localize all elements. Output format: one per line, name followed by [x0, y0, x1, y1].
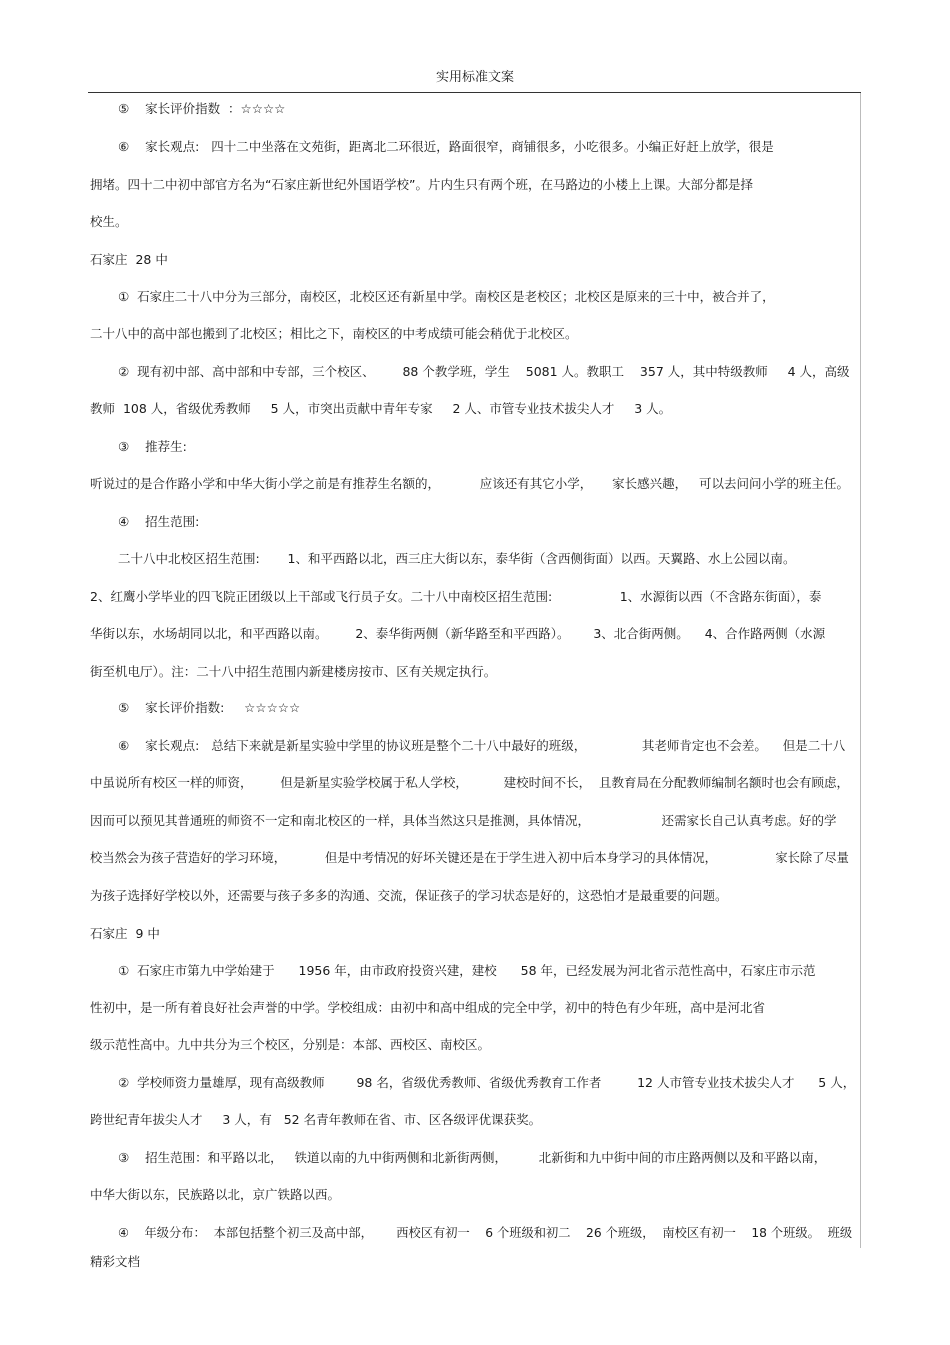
section-heading: 石家庄 9 中	[90, 926, 160, 941]
page-header: 实用标准文案	[435, 70, 514, 85]
text-line: ⑤ 家长评价指数 ：☆☆☆☆	[118, 101, 286, 116]
text-line: ① 石家庄二十八中分为三部分，南校区，北校区还有新星中学。南校区是老校区；北校区是原来的三十中，被合并了，	[118, 289, 775, 304]
text-line: 二十八中的高中部也搬到了北校区；相比之下，南校区的中考成绩可能会稍优于北校区。	[90, 326, 578, 341]
text-line: ⑥ 家长观点: 四十二中坐落在文苑街，距离北二环很近，路面很窄，商铺很多，小吃很多。小编正好赶上放学，很是	[118, 139, 774, 154]
text-line: 级示范性高中。九中共分为三个校区，分别是：本部、西校区、南校区。	[90, 1037, 491, 1052]
page-footer: 精彩文档	[90, 1254, 141, 1269]
text-line: ④ 招生范围:	[118, 514, 200, 529]
text-line: 拥堵。四十二中初中部官方名为“石家庄新世纪外国语学校”。片内生只有两个班，在马路边的小楼上上课。大部分都是择	[90, 177, 753, 192]
text-line: ② 学校师资力量雄厚，现有高级教师 98 名，省级优秀教师、省级优秀教育工作者 12 人市管专业技术拔尖人才 5 人，	[118, 1075, 856, 1090]
text-line: ⑤ 家长评价指数: ☆☆☆☆☆	[118, 700, 301, 715]
right-margin-line	[860, 93, 861, 1248]
text-line: ② 现有初中部、高中部和中专部，三个校区、 88 个教学班，学生 5081 人。教职工 357 人，其中特级教师 4 人，高级	[118, 364, 850, 379]
text-line: ③ 推荐生:	[118, 439, 187, 454]
text-line: 中华大街以东，民族路以北，京广铁路以西。	[90, 1187, 341, 1202]
text-line: 校生。	[90, 214, 128, 229]
text-line: ④ 年级分布： 本部包括整个初三及高中部， 西校区有初一 6 个班级和初二 26 个班级， 南校区有初一 18 个班级。 班级	[118, 1226, 853, 1240]
header-rule	[88, 92, 861, 93]
text-line: 校当然会为孩子营造好的学习环境， 但是中考情况的好坏关键还是在于学生进入初中后本身学习的具体情况， 家长除了尽量	[90, 851, 849, 865]
text-line: ⑥ 家长观点: 总结下来就是新星实验中学里的协议班是整个二十八中最好的班级， 其老师肯定也不会差。 但是二十八	[118, 738, 846, 753]
text-line: 教师 108 人，省级优秀教师 5 人，市突出贡献中青年专家 2 人、市管专业技术拔尖人才 3 人。	[90, 401, 672, 416]
text-line: 2、红鹰小学毕业的四飞院正团级以上干部或飞行员子女。二十八中南校区招生范围: 1、水源街以西（不含路东街面），泰	[90, 589, 822, 604]
text-line: 中虽说所有校区一样的师资， 但是新星实验学校属于私人学校， 建校时间不长， 且教育局在分配教师编制名额时也会有顾虑，	[90, 775, 850, 790]
text-line: 性初中，是一所有着良好社会声誉的中学。学校组成：由初中和高中组成的完全中学，初中的特色有少年班，高中是河北省	[90, 1000, 766, 1015]
text-line: 跨世纪青年拔尖人才 3 人，有 52 名青年教师在省、市、区各级评优课获奖。	[90, 1112, 542, 1127]
text-line: 华街以东，水场胡同以北，和平西路以南。 2、泰华街两侧（新华路至和平西路）。 3、北合街两侧。 4、合作路两侧（水源	[90, 626, 826, 641]
text-line: 街至机电厅）。注：二十八中招生范围内新建楼房按市、区有关规定执行。	[90, 664, 497, 679]
text-line: 听说过的是合作路小学和中华大街小学之前是有推荐生名额的， 应该还有其它小学， 家长感兴趣， 可以去问问小学的班主任。	[90, 476, 850, 491]
text-line: 为孩子选择好学校以外，还需要与孩子多多的沟通、交流，保证孩子的学习状态是好的，这恐怕才是最重要的问题。	[90, 888, 728, 903]
section-heading: 石家庄 28 中	[90, 252, 168, 267]
text-line: 二十八中北校区招生范围: 1、和平西路以北，西三庄大街以东，泰华街（含西侧街面）以西。天翼路、水上公园以南。	[118, 551, 796, 566]
text-line: ① 石家庄市第九中学始建于 1956 年，由市政府投资兴建，建校 58 年，已经发展为河北省示范性高中，石家庄市示范	[118, 963, 816, 978]
text-line: ③ 招生范围：和平路以北， 铁道以南的九中街两侧和北新街两侧， 北新街和九中街中间的市庄路两侧以及和平路以南，	[118, 1150, 827, 1165]
text-line: 因而可以预见其普通班的师资不一定和南北校区的一样，具体当然这只是推测，具体情况， 还需家长自己认真考虑。好的学	[90, 813, 837, 828]
